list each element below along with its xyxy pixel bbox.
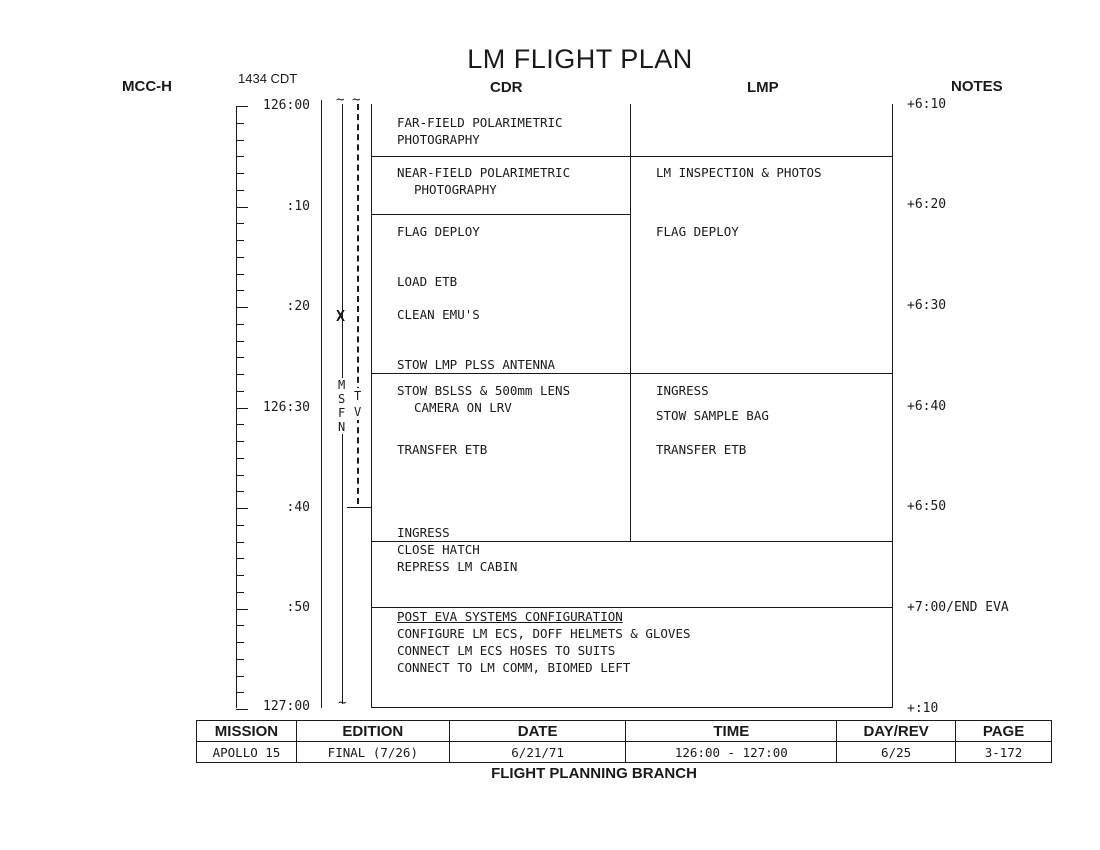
- time-tick: [236, 290, 244, 291]
- cdr-activity: CLOSE HATCH: [397, 542, 480, 557]
- cdr-activity: TRANSFER ETB: [397, 442, 488, 457]
- time-label: 126:30: [263, 400, 310, 415]
- time-tick: [236, 558, 244, 559]
- time-label: :50: [286, 600, 310, 615]
- footer-value-cell: 6/21/71: [449, 742, 626, 763]
- left-border-line: [321, 100, 322, 708]
- cdr-activity: REPRESS LM CABIN: [397, 559, 518, 574]
- time-tick: [236, 257, 244, 258]
- activity-divider: [371, 214, 631, 215]
- note-elapsed-time: +6:30: [907, 298, 947, 313]
- time-tick: [236, 525, 244, 526]
- cdt-label: 1434 CDT: [238, 71, 298, 86]
- break-mark-icon: ~: [336, 92, 345, 108]
- footer-header-cell: TIME: [626, 721, 837, 742]
- time-tick: [236, 173, 244, 174]
- note-elapsed-time: +6:10: [907, 97, 947, 112]
- lmp-activity: INGRESS: [656, 383, 709, 398]
- time-tick: [236, 240, 244, 241]
- activity-right-border: [892, 104, 893, 708]
- time-tick: [236, 140, 244, 141]
- activity-divider: [371, 373, 893, 374]
- time-tick: [236, 625, 244, 626]
- note-elapsed-time: +:10: [907, 701, 939, 716]
- time-tick: [236, 341, 244, 342]
- cdr-activity: POST EVA SYSTEMS CONFIGURATION: [397, 609, 623, 624]
- lmp-activity: LM INSPECTION & PHOTOS: [656, 165, 822, 180]
- cdr-activity: CONNECT LM ECS HOSES TO SUITS: [397, 643, 616, 658]
- cdr-activity: CLEAN EMU'S: [397, 307, 480, 322]
- cdr-activity: NEAR-FIELD POLARIMETRIC: [397, 165, 571, 180]
- break-mark-icon: ~: [338, 695, 347, 711]
- lmp-activity: FLAG DEPLOY: [656, 224, 739, 239]
- time-label: 127:00: [263, 699, 310, 714]
- time-tick: [236, 324, 244, 325]
- note-elapsed-time: +6:20: [907, 197, 947, 212]
- footer-header-row: [197, 721, 1052, 742]
- cdr-activity: STOW LMP PLSS ANTENNA: [397, 357, 556, 372]
- notes-column-header: NOTES: [951, 78, 1003, 95]
- page-title: LM FLIGHT PLAN: [467, 44, 693, 74]
- time-tick: [236, 475, 244, 476]
- footer-value-cell: 3-172: [956, 742, 1052, 763]
- note-elapsed-time: +6:40: [907, 399, 947, 414]
- mcc-label: MCC-H: [122, 78, 172, 95]
- event-x-mark: X: [336, 307, 346, 325]
- note-elapsed-time: +7:00/END EVA: [907, 600, 1009, 615]
- time-tick: [236, 190, 244, 191]
- footer-header-cell: DAY/REV: [837, 721, 956, 742]
- activity-left-border: [371, 104, 372, 708]
- cdr-activity: CONNECT TO LM COMM, BIOMED LEFT: [397, 660, 631, 675]
- footer-value-cell: APOLLO 15: [197, 742, 297, 763]
- time-tick: [236, 659, 244, 660]
- time-tick: [236, 123, 244, 124]
- time-tick: [236, 274, 244, 275]
- cdr-activity: INGRESS: [397, 525, 450, 540]
- footer-value-cell: 6/25: [837, 742, 956, 763]
- footer-value-cell: 126:00 - 127:00: [626, 742, 837, 763]
- time-label: :20: [286, 299, 310, 314]
- lmp-activity: STOW SAMPLE BAG: [656, 408, 769, 423]
- time-tick: [236, 458, 244, 459]
- time-label: 126:00: [263, 98, 310, 113]
- cdr-activity: PHOTOGRAPHY: [397, 132, 480, 147]
- activity-bottom-border: [371, 707, 893, 708]
- footer-header-cell: EDITION: [296, 721, 449, 742]
- time-label: :40: [286, 500, 310, 515]
- cdr-activity: PHOTOGRAPHY: [414, 182, 497, 197]
- cdr-activity: STOW BSLSS & 500mm LENS: [397, 383, 571, 398]
- footer-header-cell: DATE: [449, 721, 626, 742]
- footer-value-row: [197, 742, 1052, 763]
- time-tick: [236, 692, 244, 693]
- lmp-activity: TRANSFER ETB: [656, 442, 747, 457]
- time-tick: [236, 156, 244, 157]
- time-tick: [236, 491, 244, 492]
- time-tick: [236, 575, 244, 576]
- branch-label: FLIGHT PLANNING BRANCH: [491, 765, 697, 782]
- msfn-label: M S F N: [338, 378, 346, 434]
- time-tick: [236, 391, 244, 392]
- time-label: :10: [286, 199, 310, 214]
- footer-header-cell: MISSION: [197, 721, 297, 742]
- time-scale-axis: [236, 106, 237, 708]
- time-tick: [236, 223, 244, 224]
- time-tick: [236, 676, 244, 677]
- lmp-column-header: LMP: [747, 79, 779, 96]
- cdr-activity: FAR-FIELD POLARIMETRIC: [397, 115, 563, 130]
- time-tick: [236, 441, 244, 442]
- time-tick: [236, 357, 244, 358]
- footer-table: [196, 720, 1052, 763]
- time-tick: [236, 424, 244, 425]
- time-tick: [236, 642, 244, 643]
- cdr-column-header: CDR: [490, 79, 523, 96]
- footer-header-cell: PAGE: [956, 721, 1052, 742]
- cdr-activity: LOAD ETB: [397, 274, 458, 289]
- break-mark-icon: ~: [352, 92, 361, 108]
- cdr-activity: CAMERA ON LRV: [414, 400, 512, 415]
- activity-divider: [371, 156, 893, 157]
- cdr-activity: CONFIGURE LM ECS, DOFF HELMETS & GLOVES: [397, 626, 691, 641]
- time-tick: [236, 374, 244, 375]
- cdr-lmp-divider: [630, 104, 631, 541]
- tv-end-mark: [347, 507, 371, 508]
- footer-value-cell: FINAL (7/26): [296, 742, 449, 763]
- note-elapsed-time: +6:50: [907, 499, 947, 514]
- time-tick: [236, 542, 244, 543]
- cdr-activity: FLAG DEPLOY: [397, 224, 480, 239]
- tv-dashed-line: [357, 104, 359, 504]
- time-tick: [236, 592, 244, 593]
- tv-label: T V: [354, 389, 362, 419]
